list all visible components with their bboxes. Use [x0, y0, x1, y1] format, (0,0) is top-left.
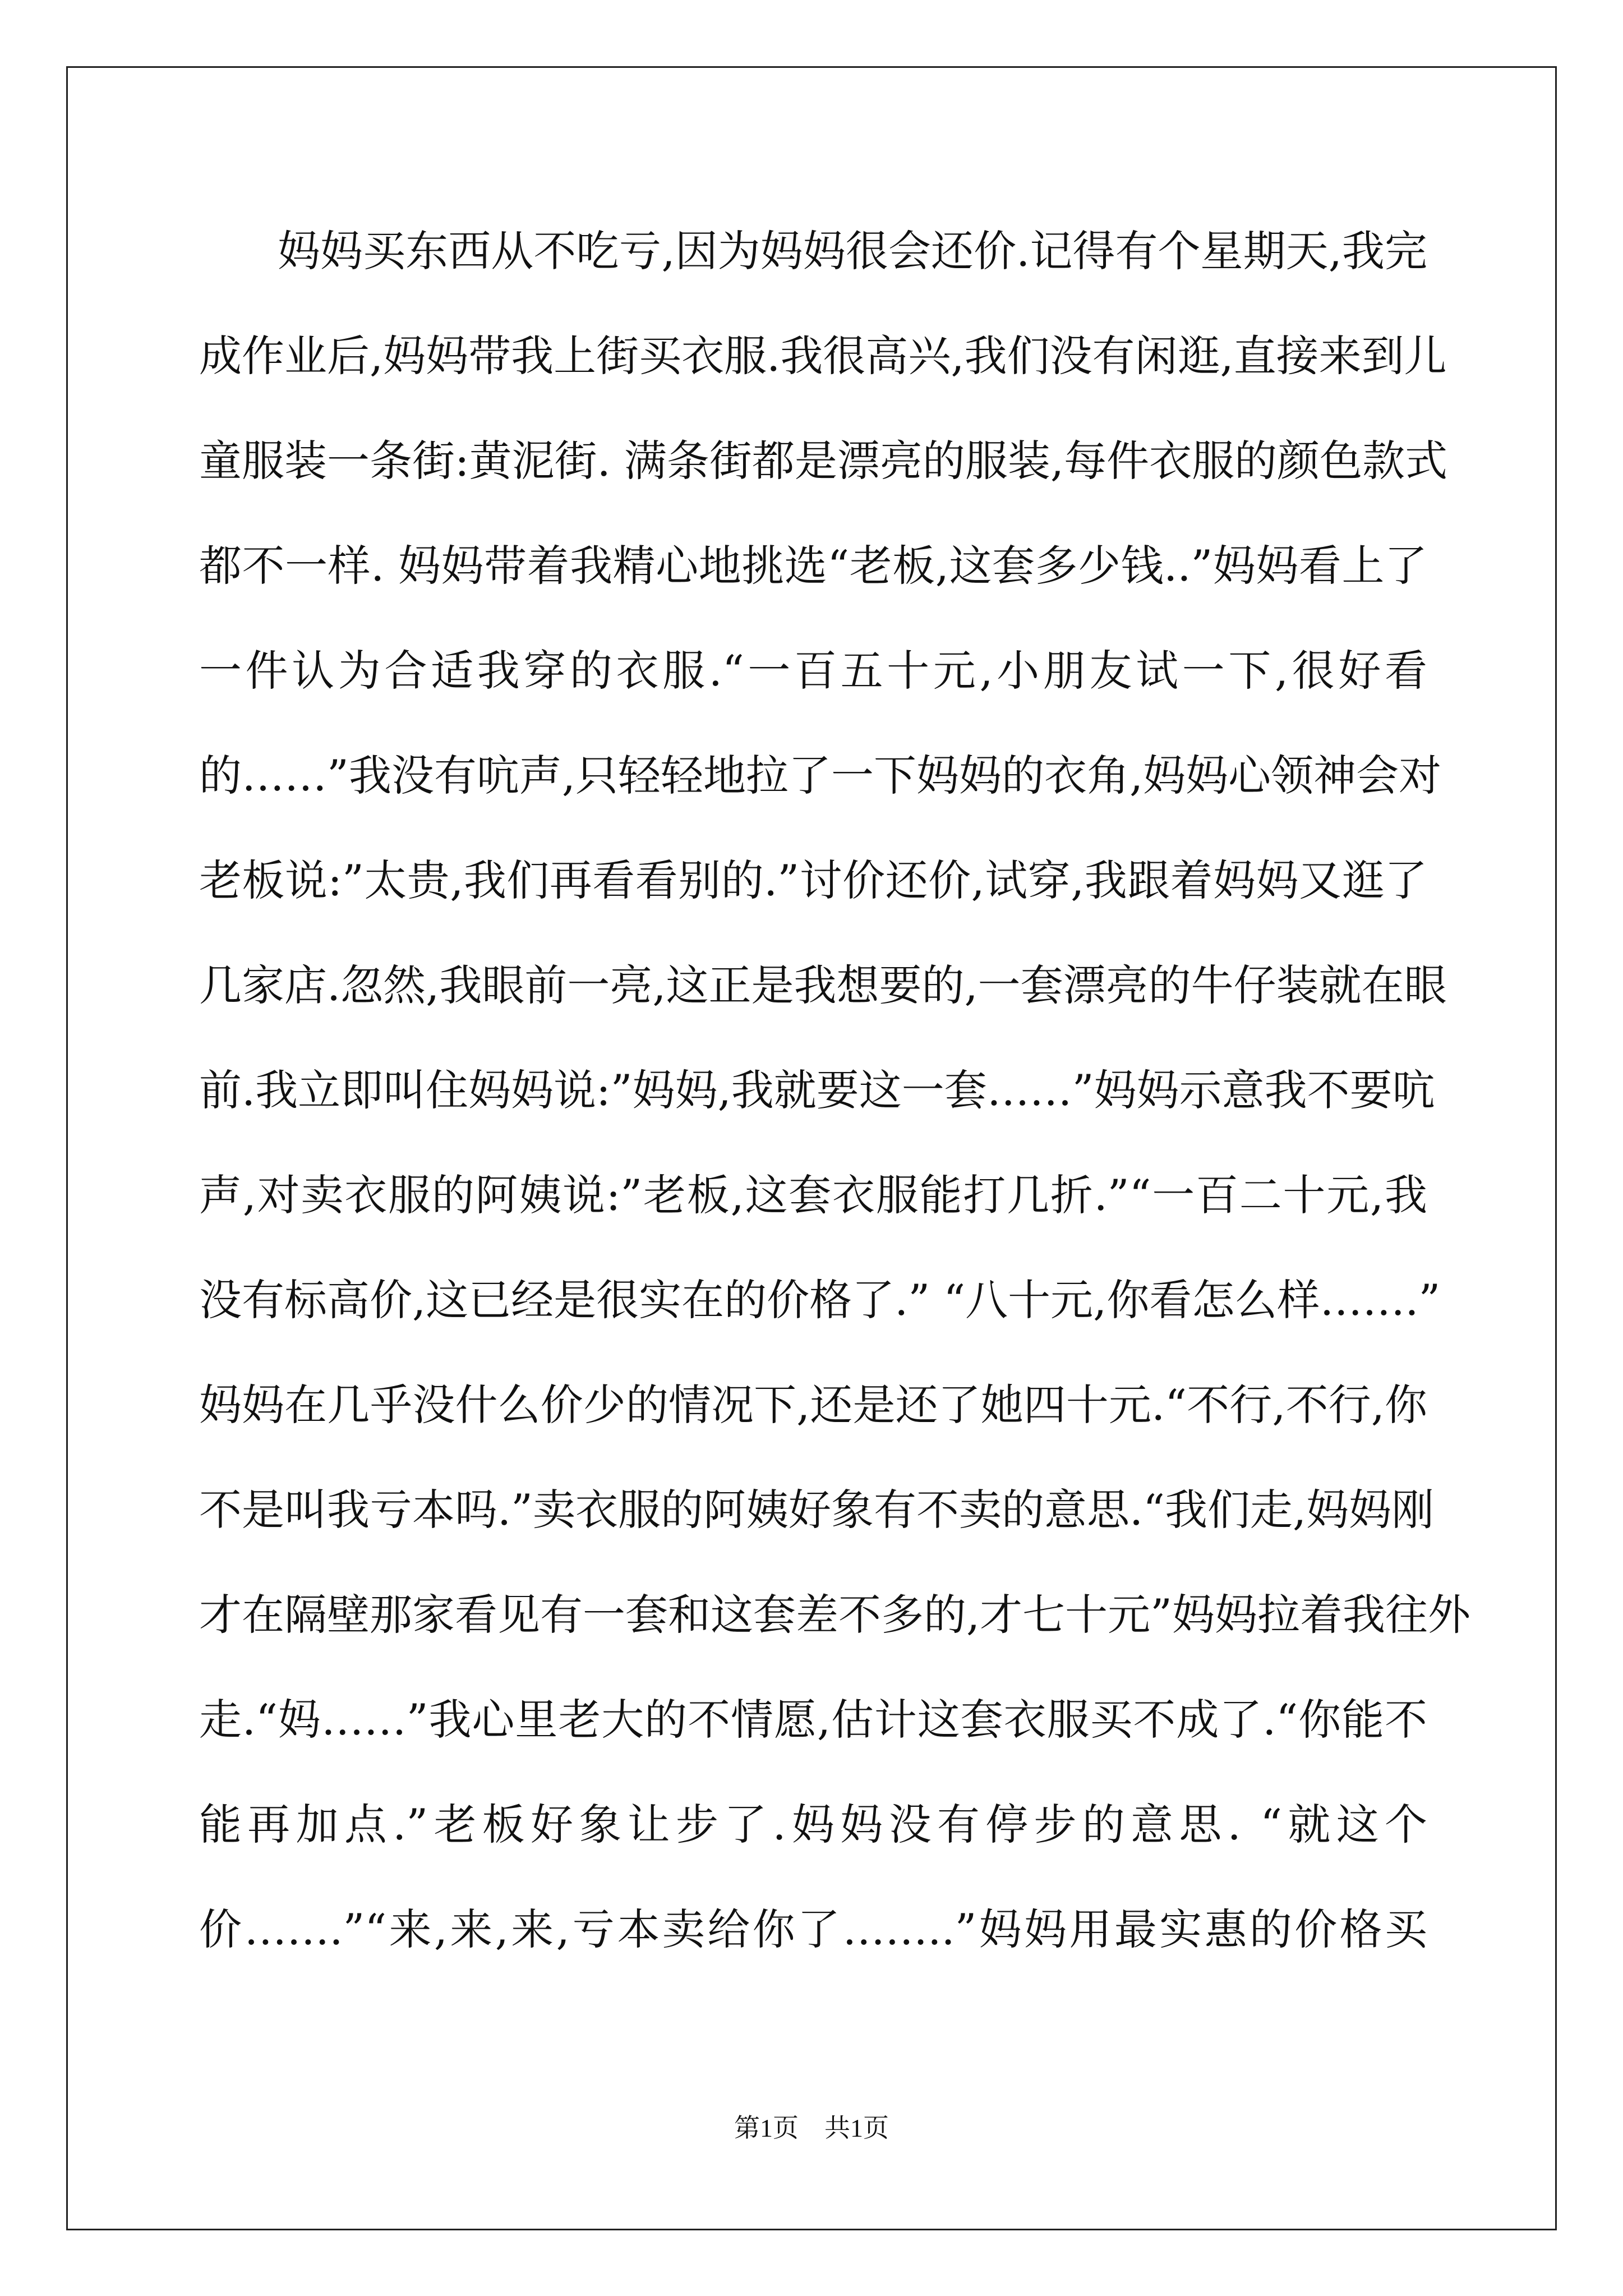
- text-line: 几家店.忽然,我眼前一亮,这正是我想要的,一套漂亮的牛仔装就在眼: [199, 960, 1447, 1010]
- page-number: 第1页 共1页: [734, 2114, 889, 2142]
- text-line: 没有标高价,这已经是很实在的价格了.” “八十元,你看怎么样…….”: [199, 1275, 1441, 1325]
- text-line: 的……”我没有吭声,只轻轻地拉了一下妈妈的衣角,妈妈心领神会对: [199, 751, 1442, 800]
- text-line: 走.“妈……”我心里老大的不情愿,估计这套衣服买不成了.“你能不: [199, 1695, 1427, 1745]
- text-line: 能再加点.”老板好象让步了.妈妈没有停步的意思. “就这个: [199, 1800, 1427, 1849]
- document-body: [199, 212, 1471, 1995]
- text-line: 童服装一条街:黄泥街. 满条街都是漂亮的服装,每件衣服的颜色款式: [199, 436, 1448, 486]
- text-line: 成作业后,妈妈带我上街买衣服.我很高兴,我们没有闲逛,直接来到儿: [199, 331, 1447, 381]
- text-line: 价…….”“来,来,来,亏本卖给你了……..”妈妈用最实惠的价格买: [199, 1904, 1427, 1954]
- text-line: 都不一样. 妈妈带着我精心地挑选“老板,这套多少钱..”妈妈看上了: [199, 541, 1427, 591]
- text-line: 妈妈买东西从不吃亏,因为妈妈很会还价.记得有个星期天,我完: [278, 226, 1427, 276]
- text-line: 前.我立即叫住妈妈说:”妈妈,我就要这一套……”妈妈示意我不要吭: [199, 1065, 1435, 1115]
- text-line: 才在隔壁那家看见有一套和这套差不多的,才七十元”妈妈拉着我往外: [199, 1590, 1471, 1640]
- text-line: 不是叫我亏本吗.”卖衣服的阿姨好象有不卖的意思.“我们走,妈妈刚: [199, 1485, 1435, 1535]
- text-line: 妈妈在几乎没什么价少的情况下,还是还了她四十元.“不行,不行,你: [199, 1380, 1427, 1430]
- text-line: 声,对卖衣服的阿姨说:”老板,这套衣服能打几折.”“一百二十元,我: [199, 1170, 1427, 1220]
- text-line: 老板说:”太贵,我们再看看别的.”讨价还价,试穿,我跟着妈妈又逛了: [199, 855, 1427, 905]
- text-line: 一件认为合适我穿的衣服.“一百五十元,小朋友试一下,很好看: [199, 646, 1427, 696]
